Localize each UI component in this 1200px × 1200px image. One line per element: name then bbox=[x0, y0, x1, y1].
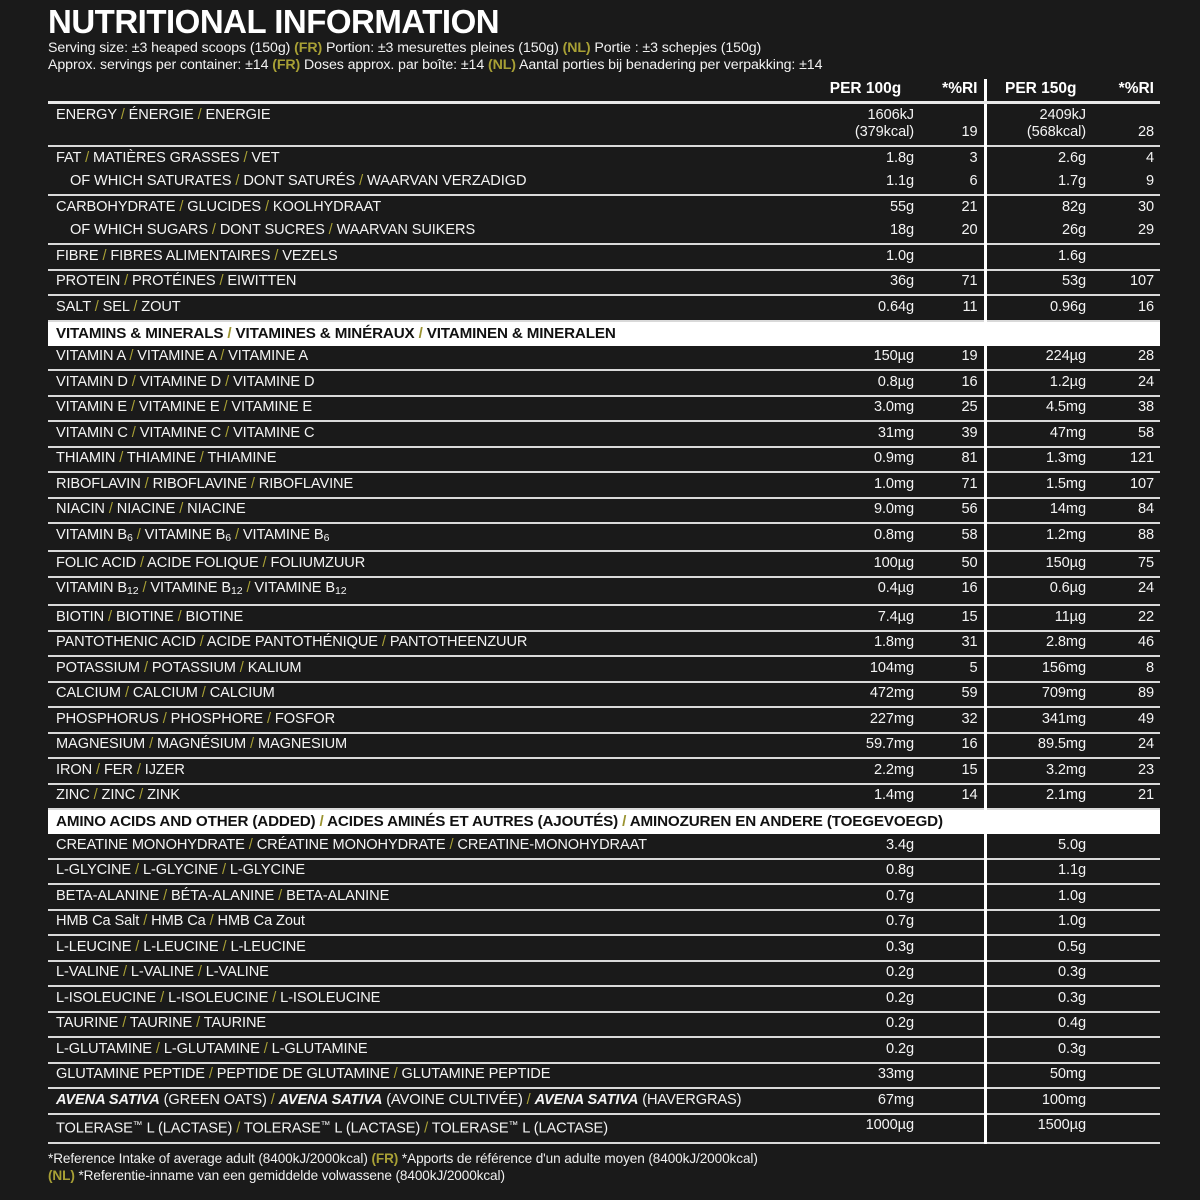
ri-per-150g bbox=[1095, 935, 1160, 961]
table-row bbox=[48, 551, 1160, 577]
value-per-150g: 1.0g bbox=[985, 910, 1095, 936]
value-per-100g: 0.3g bbox=[808, 935, 923, 961]
ri-per-100g bbox=[923, 910, 985, 936]
value-per-150g: 341mg bbox=[985, 707, 1095, 733]
ri-per-100g bbox=[923, 935, 985, 961]
ri-per-150g: 16 bbox=[1095, 295, 1160, 321]
lang-tag-nl-2: (NL) bbox=[487, 57, 516, 73]
value-per-150g: 1.0g bbox=[985, 884, 1095, 910]
ri-per-100g: 5 bbox=[923, 656, 985, 682]
value-per-150g: 1.1g bbox=[985, 859, 1095, 885]
value-per-100g: 67mg bbox=[808, 1088, 923, 1114]
ri-per-150g: 21 bbox=[1095, 784, 1160, 810]
value-per-150g: 156mg bbox=[985, 656, 1095, 682]
value-per-100g: 0.8mg bbox=[808, 523, 923, 551]
value-per-100g: 1.8mg bbox=[808, 631, 923, 657]
value-per-150g: 11µg bbox=[985, 605, 1095, 631]
ri-per-150g: 28 bbox=[1095, 346, 1160, 371]
ri-per-150g: 46 bbox=[1095, 631, 1160, 657]
servings-nl: Aantal porties bij benadering per verpakking: ±14 bbox=[518, 57, 823, 73]
table-row bbox=[48, 961, 1160, 987]
ri-per-100g bbox=[923, 834, 985, 859]
value-per-150g: 4.5mg bbox=[985, 396, 1095, 422]
footnote-lang-nl: (NL) bbox=[48, 1167, 75, 1183]
table-row bbox=[48, 146, 1160, 171]
ri-per-150g bbox=[1095, 1088, 1160, 1114]
ri-per-150g: 9 bbox=[1095, 171, 1160, 196]
servings-per-container-line bbox=[48, 57, 1160, 74]
value-per-100g: 227mg bbox=[808, 707, 923, 733]
table-row bbox=[48, 656, 1160, 682]
value-per-100g: 36g bbox=[808, 270, 923, 296]
footnote-en: *Reference Intake of average adult (8400kJ/2000kcal) bbox=[48, 1150, 368, 1166]
value-per-100g: 59.7mg bbox=[808, 733, 923, 759]
nutrient-name: ZINC / ZINC / ZINK bbox=[48, 784, 808, 810]
nutrient-name: OF WHICH SUGARS / DONT SUCRES / WAARVAN SUIKERS bbox=[48, 220, 808, 245]
value-per-100g: 1606kJ (379kcal) bbox=[808, 103, 923, 147]
ri-per-100g: 19 bbox=[923, 103, 985, 147]
value-per-150g: 50mg bbox=[985, 1063, 1095, 1089]
lang-tag-fr-2: (FR) bbox=[272, 57, 301, 73]
value-per-150g: 2.1mg bbox=[985, 784, 1095, 810]
value-per-150g: 3.2mg bbox=[985, 758, 1095, 784]
value-per-150g: 1.2µg bbox=[985, 370, 1095, 396]
value-per-100g: 104mg bbox=[808, 656, 923, 682]
ri-per-150g bbox=[1095, 1037, 1160, 1063]
table-row bbox=[48, 421, 1160, 447]
value-per-150g: 82g bbox=[985, 195, 1095, 220]
ri-per-150g: 89 bbox=[1095, 682, 1160, 708]
ri-per-150g: 58 bbox=[1095, 421, 1160, 447]
ri-per-150g bbox=[1095, 884, 1160, 910]
value-per-150g: 26g bbox=[985, 220, 1095, 245]
nutrient-name: VITAMIN D / VITAMINE D / VITAMINE D bbox=[48, 370, 808, 396]
table-row bbox=[48, 270, 1160, 296]
value-per-150g: 1.2mg bbox=[985, 523, 1095, 551]
value-per-100g: 0.64g bbox=[808, 295, 923, 321]
table-row bbox=[48, 1088, 1160, 1114]
value-per-100g: 0.7g bbox=[808, 884, 923, 910]
nutrient-name: SALT / SEL / ZOUT bbox=[48, 295, 808, 321]
nutrient-name: CARBOHYDRATE / GLUCIDES / KOOLHYDRAAT bbox=[56, 198, 382, 215]
ri-per-100g: 50 bbox=[923, 551, 985, 577]
value-per-150g: 2.6g bbox=[985, 146, 1095, 171]
value-per-100g: 100µg bbox=[808, 551, 923, 577]
ri-per-100g: 6 bbox=[923, 171, 985, 196]
section-banner bbox=[48, 809, 1160, 834]
value-per-150g: 0.96g bbox=[985, 295, 1095, 321]
value-per-150g: 1.3mg bbox=[985, 447, 1095, 473]
ri-per-150g: 75 bbox=[1095, 551, 1160, 577]
table-header-row bbox=[48, 79, 1160, 103]
serving-size-nl: Portie : ±3 schepjes (150g) bbox=[594, 40, 762, 56]
nutrient-name: L-ISOLEUCINE / L-ISOLEUCINE / L-ISOLEUCINE bbox=[48, 986, 808, 1012]
table-row bbox=[48, 682, 1160, 708]
ri-per-100g: 16 bbox=[923, 733, 985, 759]
ri-per-150g bbox=[1095, 244, 1160, 270]
ri-per-100g: 14 bbox=[923, 784, 985, 810]
nutrient-name: POTASSIUM / POTASSIUM / KALIUM bbox=[48, 656, 808, 682]
value-per-150g: 89.5mg bbox=[985, 733, 1095, 759]
nutrient-name: L-GLUTAMINE / L-GLUTAMINE / L-GLUTAMINE bbox=[48, 1037, 808, 1063]
table-row bbox=[48, 195, 1160, 220]
nutrient-name: GLUTAMINE PEPTIDE / PEPTIDE DE GLUTAMINE / GLUTAMINE PEPTIDE bbox=[48, 1063, 808, 1089]
ri-per-100g bbox=[923, 986, 985, 1012]
value-per-150g: 0.3g bbox=[985, 986, 1095, 1012]
value-per-100g: 150µg bbox=[808, 346, 923, 371]
ri-per-150g bbox=[1095, 961, 1160, 987]
table-row bbox=[48, 733, 1160, 759]
table-row bbox=[48, 396, 1160, 422]
value-per-150g: 0.6µg bbox=[985, 577, 1095, 605]
col-header-per-100g: PER 100g bbox=[808, 79, 923, 103]
nutrient-name: TAURINE / TAURINE / TAURINE bbox=[48, 1012, 808, 1038]
ri-per-100g: 20 bbox=[923, 220, 985, 245]
ri-per-100g: 3 bbox=[969, 149, 978, 166]
ri-per-100g bbox=[923, 884, 985, 910]
table-row bbox=[48, 171, 1160, 196]
ri-per-100g: 21 bbox=[961, 198, 978, 215]
ri-per-150g: 30 bbox=[1137, 198, 1154, 215]
nutrient-name: ENERGY / ÉNERGIE / ENERGIE bbox=[48, 103, 808, 147]
value-per-150g: 224µg bbox=[985, 346, 1095, 371]
col-header-ri-150g: *%RI bbox=[1095, 79, 1160, 103]
ri-per-100g bbox=[923, 961, 985, 987]
table-row bbox=[48, 498, 1160, 524]
nutrition-table bbox=[48, 79, 1160, 1144]
value-per-100g: 1.0g bbox=[808, 244, 923, 270]
nutrient-name: BIOTIN / BIOTINE / BIOTINE bbox=[48, 605, 808, 631]
ri-per-150g bbox=[1095, 1114, 1160, 1143]
serving-size-fr: Portion: ±3 mesurettes pleines (150g) bbox=[325, 40, 559, 56]
nutrient-name: CALCIUM / CALCIUM / CALCIUM bbox=[48, 682, 808, 708]
table-row bbox=[48, 1114, 1160, 1143]
footnote-lang-fr: (FR) bbox=[371, 1150, 399, 1166]
value-per-100g: 2.2mg bbox=[808, 758, 923, 784]
ri-per-100g bbox=[923, 1114, 985, 1143]
ri-per-100g bbox=[923, 859, 985, 885]
ri-per-150g: 29 bbox=[1095, 220, 1160, 245]
nutrient-name: TOLERASE™ L (LACTASE) / TOLERASE™ L (LACTASE) / TOLERASE™ L (LACTASE) bbox=[48, 1114, 808, 1143]
value-per-100g: 33mg bbox=[808, 1063, 923, 1089]
ri-per-100g: 16 bbox=[923, 370, 985, 396]
nutrient-name: IRON / FER / IJZER bbox=[48, 758, 808, 784]
nutrient-name: AVENA SATIVA (GREEN OATS) / AVENA SATIVA (AVOINE CULTIVÉE) / AVENA SATIVA (HAVERGRAS) bbox=[48, 1088, 808, 1114]
value-per-100g: 0.9mg bbox=[808, 447, 923, 473]
table-row bbox=[48, 103, 1160, 147]
table-row bbox=[48, 910, 1160, 936]
ri-per-100g: 71 bbox=[923, 270, 985, 296]
ri-per-100g: 15 bbox=[923, 605, 985, 631]
value-per-150g: 150µg bbox=[985, 551, 1095, 577]
footnote bbox=[48, 1150, 1160, 1184]
ri-per-150g: 23 bbox=[1095, 758, 1160, 784]
ri-per-150g: 49 bbox=[1095, 707, 1160, 733]
nutrient-name: MAGNESIUM / MAGNÉSIUM / MAGNESIUM bbox=[48, 733, 808, 759]
value-per-150g: 14mg bbox=[985, 498, 1095, 524]
ri-per-150g bbox=[1095, 1012, 1160, 1038]
value-per-150g: 47mg bbox=[985, 421, 1095, 447]
ri-per-150g: 4 bbox=[1145, 149, 1154, 166]
footnote-fr: *Apports de référence d'un adulte moyen (8400kJ/2000kcal) bbox=[401, 1150, 758, 1166]
value-per-150g: 709mg bbox=[985, 682, 1095, 708]
ri-per-150g: 28 bbox=[1095, 103, 1160, 147]
table-row bbox=[48, 631, 1160, 657]
value-per-100g: 9.0mg bbox=[808, 498, 923, 524]
ri-per-100g: 11 bbox=[923, 295, 985, 321]
ri-per-100g: 16 bbox=[923, 577, 985, 605]
nutrient-name: L-VALINE / L-VALINE / L-VALINE bbox=[48, 961, 808, 987]
nutrient-name: PANTOTHENIC ACID / ACIDE PANTOTHÉNIQUE / PANTOTHEENZUUR bbox=[48, 631, 808, 657]
table-row bbox=[48, 758, 1160, 784]
value-per-100g: 1.0mg bbox=[808, 472, 923, 498]
ri-per-100g: 25 bbox=[923, 396, 985, 422]
nutrient-name: HMB Ca Salt / HMB Ca / HMB Ca Zout bbox=[48, 910, 808, 936]
value-per-150g: 1.5mg bbox=[985, 472, 1095, 498]
table-row bbox=[48, 577, 1160, 605]
section-banner-label: VITAMINS & MINERALS / VITAMINES & MINÉRAUX / VITAMINEN & MINERALEN bbox=[48, 321, 1160, 346]
nutrient-name: VITAMIN C / VITAMINE C / VITAMINE C bbox=[48, 421, 808, 447]
nutrient-name: RIBOFLAVIN / RIBOFLAVINE / RIBOFLAVINE bbox=[48, 472, 808, 498]
value-per-150g: 0.4g bbox=[985, 1012, 1095, 1038]
table-row bbox=[48, 605, 1160, 631]
table-row bbox=[48, 986, 1160, 1012]
value-per-100g: 1.8g bbox=[885, 149, 914, 166]
nutrient-name: FIBRE / FIBRES ALIMENTAIRES / VEZELS bbox=[48, 244, 808, 270]
ri-per-100g: 56 bbox=[923, 498, 985, 524]
ri-per-150g: 8 bbox=[1095, 656, 1160, 682]
value-per-150g: 0.3g bbox=[985, 1037, 1095, 1063]
ri-per-100g bbox=[923, 1037, 985, 1063]
ri-per-150g bbox=[1095, 834, 1160, 859]
ri-per-150g: 107 bbox=[1095, 472, 1160, 498]
col-header-per-150g: PER 150g bbox=[985, 79, 1095, 103]
col-header-name bbox=[48, 79, 808, 103]
ri-per-100g: 31 bbox=[923, 631, 985, 657]
lang-tag-fr: (FR) bbox=[294, 40, 323, 56]
nutrient-name: L-GLYCINE / L-GLYCINE / L-GLYCINE bbox=[48, 859, 808, 885]
value-per-100g: 1.4mg bbox=[808, 784, 923, 810]
value-per-100g: 3.4g bbox=[808, 834, 923, 859]
table-row bbox=[48, 523, 1160, 551]
serving-size-en: Serving size: ±3 heaped scoops (150g) bbox=[48, 40, 291, 56]
table-row bbox=[48, 295, 1160, 321]
ri-per-100g: 71 bbox=[923, 472, 985, 498]
value-per-150g: 2409kJ (568kcal) bbox=[985, 103, 1095, 147]
value-per-100g: 0.2g bbox=[808, 986, 923, 1012]
value-per-150g: 1500µg bbox=[985, 1114, 1095, 1143]
servings-fr: Doses approx. par boîte: ±14 bbox=[304, 57, 485, 73]
table-row bbox=[48, 1063, 1160, 1089]
table-row bbox=[48, 935, 1160, 961]
footnote-nl: *Referentie-inname van een gemiddelde volwassene (8400kJ/2000kcal) bbox=[78, 1167, 505, 1183]
ri-per-150g: 24 bbox=[1095, 733, 1160, 759]
value-per-150g: 0.5g bbox=[985, 935, 1095, 961]
table-row bbox=[48, 859, 1160, 885]
nutrient-name: FOLIC ACID / ACIDE FOLIQUE / FOLIUMZUUR bbox=[48, 551, 808, 577]
ri-per-150g bbox=[1095, 910, 1160, 936]
value-per-150g: 1.6g bbox=[985, 244, 1095, 270]
ri-per-100g bbox=[923, 244, 985, 270]
value-per-100g: 0.2g bbox=[808, 1037, 923, 1063]
table-row bbox=[48, 1012, 1160, 1038]
ri-per-150g: 88 bbox=[1095, 523, 1160, 551]
lang-tag-nl: (NL) bbox=[562, 40, 591, 56]
table-row bbox=[48, 244, 1160, 270]
ri-per-150g: 38 bbox=[1095, 396, 1160, 422]
table-row bbox=[48, 346, 1160, 371]
section-banner bbox=[48, 321, 1160, 346]
ri-per-100g bbox=[923, 1012, 985, 1038]
ri-per-100g: 15 bbox=[923, 758, 985, 784]
ri-per-100g bbox=[923, 1088, 985, 1114]
nutrient-name: L-LEUCINE / L-LEUCINE / L-LEUCINE bbox=[48, 935, 808, 961]
ri-per-100g: 58 bbox=[923, 523, 985, 551]
nutrient-name: FAT / MATIÈRES GRASSES / VET bbox=[56, 149, 280, 166]
value-per-150g: 2.8mg bbox=[985, 631, 1095, 657]
table-row bbox=[48, 447, 1160, 473]
value-per-150g: 100mg bbox=[985, 1088, 1095, 1114]
col-header-ri-100g: *%RI bbox=[923, 79, 985, 103]
nutrient-name: VITAMIN E / VITAMINE E / VITAMINE E bbox=[48, 396, 808, 422]
table-row bbox=[48, 220, 1160, 245]
nutrient-name: BETA-ALANINE / BÉTA-ALANINE / BETA-ALANINE bbox=[48, 884, 808, 910]
ri-per-100g: 81 bbox=[923, 447, 985, 473]
value-per-100g: 55g bbox=[889, 198, 914, 215]
nutrient-name: OF WHICH SATURATES / DONT SATURÉS / WAARVAN VERZADIGD bbox=[48, 171, 808, 196]
ri-per-100g: 32 bbox=[923, 707, 985, 733]
table-row bbox=[48, 1037, 1160, 1063]
ri-per-150g: 24 bbox=[1095, 577, 1160, 605]
nutrient-name: THIAMIN / THIAMINE / THIAMINE bbox=[48, 447, 808, 473]
table-row bbox=[48, 472, 1160, 498]
ri-per-150g bbox=[1095, 986, 1160, 1012]
value-per-100g: 472mg bbox=[808, 682, 923, 708]
value-per-100g: 0.7g bbox=[808, 910, 923, 936]
ri-per-150g: 107 bbox=[1095, 270, 1160, 296]
value-per-100g: 0.2g bbox=[808, 1012, 923, 1038]
value-per-150g: 0.3g bbox=[985, 961, 1095, 987]
nutrient-name: VITAMIN B12 / VITAMINE B12 / VITAMINE B12 bbox=[48, 577, 808, 605]
value-per-100g: 1.1g bbox=[808, 171, 923, 196]
ri-per-100g: 39 bbox=[923, 421, 985, 447]
ri-per-150g bbox=[1095, 859, 1160, 885]
ri-per-100g: 59 bbox=[923, 682, 985, 708]
ri-per-100g bbox=[923, 1063, 985, 1089]
nutrient-name: PROTEIN / PROTÉINES / EIWITTEN bbox=[48, 270, 808, 296]
page-title: NUTRITIONAL INFORMATION bbox=[48, 3, 500, 40]
table-row bbox=[48, 884, 1160, 910]
value-per-100g: 3.0mg bbox=[808, 396, 923, 422]
table-row bbox=[48, 370, 1160, 396]
nutrient-name: NIACIN / NIACINE / NIACINE bbox=[48, 498, 808, 524]
value-per-150g: 53g bbox=[985, 270, 1095, 296]
ri-per-150g: 24 bbox=[1095, 370, 1160, 396]
table-row bbox=[48, 707, 1160, 733]
table-row bbox=[48, 834, 1160, 859]
value-per-100g: 0.8µg bbox=[808, 370, 923, 396]
ri-per-150g: 121 bbox=[1095, 447, 1160, 473]
ri-per-150g: 84 bbox=[1095, 498, 1160, 524]
table-row bbox=[48, 784, 1160, 810]
nutrient-name: PHOSPHORUS / PHOSPHORE / FOSFOR bbox=[48, 707, 808, 733]
value-per-100g: 31mg bbox=[808, 421, 923, 447]
value-per-100g: 0.8g bbox=[808, 859, 923, 885]
ri-per-100g: 19 bbox=[923, 346, 985, 371]
nutrition-table-body bbox=[48, 103, 1160, 1143]
value-per-100g: 0.2g bbox=[808, 961, 923, 987]
value-per-150g: 1.7g bbox=[985, 171, 1095, 196]
value-per-150g: 5.0g bbox=[985, 834, 1095, 859]
nutrient-name: VITAMIN A / VITAMINE A / VITAMINE A bbox=[48, 346, 808, 371]
nutrient-name: VITAMIN B6 / VITAMINE B6 / VITAMINE B6 bbox=[48, 523, 808, 551]
ri-per-150g: 22 bbox=[1095, 605, 1160, 631]
value-per-100g: 18g bbox=[808, 220, 923, 245]
serving-size-line bbox=[48, 40, 1160, 57]
value-per-100g: 0.4µg bbox=[808, 577, 923, 605]
ri-per-150g bbox=[1095, 1063, 1160, 1089]
section-banner-label: AMINO ACIDS AND OTHER (ADDED) / ACIDES AMINÉS ET AUTRES (AJOUTÉS) / AMINOZUREN EN ANDERE (TOEGEVOEGD) bbox=[48, 809, 1160, 834]
value-per-100g: 7.4µg bbox=[808, 605, 923, 631]
nutrient-name: CREATINE MONOHYDRATE / CRÉATINE MONOHYDRATE / CREATINE-MONOHYDRAAT bbox=[48, 834, 808, 859]
servings-en: Approx. servings per container: ±14 bbox=[48, 57, 269, 73]
value-per-100g: 1000µg bbox=[808, 1114, 923, 1143]
